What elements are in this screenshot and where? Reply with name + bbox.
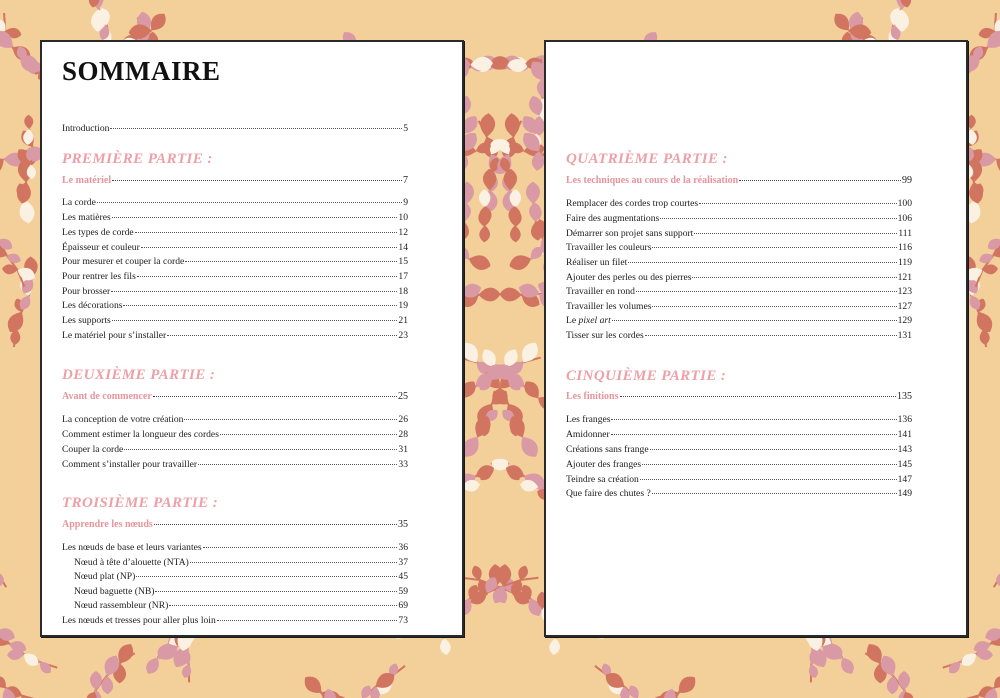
leaf-shape (439, 638, 452, 656)
toc-entry[interactable]: Pour mesurer et couper la corde 15 (62, 256, 408, 267)
toc-entry[interactable]: Créations sans frange 143 (566, 444, 912, 455)
leaf-shape (101, 676, 113, 695)
leaf-shape (898, 671, 910, 690)
toc-entry[interactable]: Le matériel pour s’installer 23 (62, 330, 408, 341)
leaf-shape (479, 225, 491, 242)
left-page (40, 40, 464, 637)
toc-entry[interactable]: Nœud baguette (NB) 59 (74, 586, 408, 597)
toc-entry[interactable]: Travailler les couleurs 116 (566, 242, 912, 253)
part-heading-2: DEUXIÈME PARTIE : (62, 367, 216, 383)
toc-entry[interactable]: Nœud plat (NP) 45 (74, 571, 408, 582)
toc-entry[interactable]: La corde 9 (62, 197, 408, 208)
leaf-shape (967, 181, 985, 205)
toc-entry[interactable]: Les nœuds de base et leurs variantes 36 (62, 542, 408, 553)
toc-entry[interactable]: Ajouter des perles ou des pierres 121 (566, 272, 912, 283)
leaf-shape (526, 182, 540, 204)
toc-entry[interactable]: Remplacer des cordes trop courtes 100 (566, 198, 912, 209)
leaf-shape (504, 113, 521, 138)
leaf-shape (507, 252, 533, 273)
leaf-shape (478, 287, 500, 302)
toc-entry[interactable]: Faire des augmentations 106 (566, 213, 912, 224)
toc-entry[interactable]: Pour brosser 18 (62, 286, 408, 297)
toc-entry[interactable]: Les supports 21 (62, 315, 408, 326)
toc-entry[interactable]: Réaliser un filet 119 (566, 257, 912, 268)
leaf-shape (509, 225, 521, 242)
page-title: SOMMAIRE (62, 56, 221, 86)
leaf-shape (982, 264, 998, 275)
toc-entry[interactable]: Comment estimer la longueur des cordes 28 (62, 429, 408, 440)
leaf-shape (479, 113, 496, 138)
toc-entry[interactable]: Les types de corde 12 (62, 227, 408, 238)
toc-entry[interactable]: Couper la corde 31 (62, 444, 408, 455)
toc-chapter-3[interactable]: Apprendre les nœuds 35 (62, 519, 408, 530)
toc-entry[interactable]: Les franges 136 (566, 414, 912, 425)
toc-entry[interactable]: Nœud rassembleur (NR) 69 (74, 600, 408, 611)
leaf-shape (467, 252, 493, 273)
toc-entry-introduction[interactable]: Introduction 5 (62, 123, 408, 134)
toc-chapter-1[interactable]: Le matériel 7 (62, 175, 408, 186)
toc-entry[interactable]: Amidonner 141 (566, 429, 912, 440)
part-heading-3: TROISIÈME PARTIE : (62, 495, 219, 511)
leaf-shape (516, 433, 542, 461)
toc-chapter-4[interactable]: Les techniques au cours de la réalisation 99 (566, 175, 912, 186)
toc-entry[interactable]: Tisser sur les cordes 131 (566, 330, 912, 341)
leaf-shape (0, 223, 2, 241)
toc-entry[interactable]: Travailler les volumes 127 (566, 301, 912, 312)
toc-entry[interactable]: Que faire des chutes ? 149 (566, 488, 912, 499)
toc-chapter-2[interactable]: Avant de commencer 25 (62, 391, 408, 402)
part-heading-5: CINQUIÈME PARTIE : (566, 368, 727, 384)
leaf-shape (887, 676, 899, 695)
right-page (544, 40, 968, 637)
part-heading-1: PREMIÈRE PARTIE : (62, 151, 213, 167)
part-heading-4: QUATRIÈME PARTIE : (566, 151, 728, 167)
toc-chapter-5[interactable]: Les finitions 135 (566, 391, 912, 402)
toc-entry[interactable]: Le pixel art 129 (566, 315, 912, 326)
toc-entry[interactable]: Pour rentrer les fils 17 (62, 271, 408, 282)
toc-entry[interactable]: Démarrer son projet sans support 111 (566, 228, 912, 239)
leaf-shape (24, 114, 34, 129)
toc-entry[interactable]: Les nœuds et tresses pour aller plus loin 73 (62, 615, 408, 626)
toc-entry[interactable]: Nœud à tête d’alouette (NTA) 37 (74, 557, 408, 568)
leaf-shape (90, 671, 102, 690)
toc-entry[interactable]: Épaisseur et couleur 14 (62, 242, 408, 253)
leaf-shape (2, 264, 18, 275)
toc-entry[interactable]: Les matières 10 (62, 212, 408, 223)
toc-entry[interactable]: Ajouter des franges 145 (566, 459, 912, 470)
toc-entry[interactable]: La conception de votre création 26 (62, 414, 408, 425)
leaf-shape (18, 199, 37, 225)
leaf-shape (15, 181, 33, 205)
toc-entry[interactable]: Comment s’installer pour travailler 33 (62, 459, 408, 470)
leaf-shape (499, 287, 521, 302)
leaf-shape (548, 638, 561, 656)
toc-entry[interactable]: Teindre sa création 147 (566, 474, 912, 485)
toc-entry[interactable]: Travailler en rond 123 (566, 286, 912, 297)
toc-entry[interactable]: Les décorations 19 (62, 300, 408, 311)
